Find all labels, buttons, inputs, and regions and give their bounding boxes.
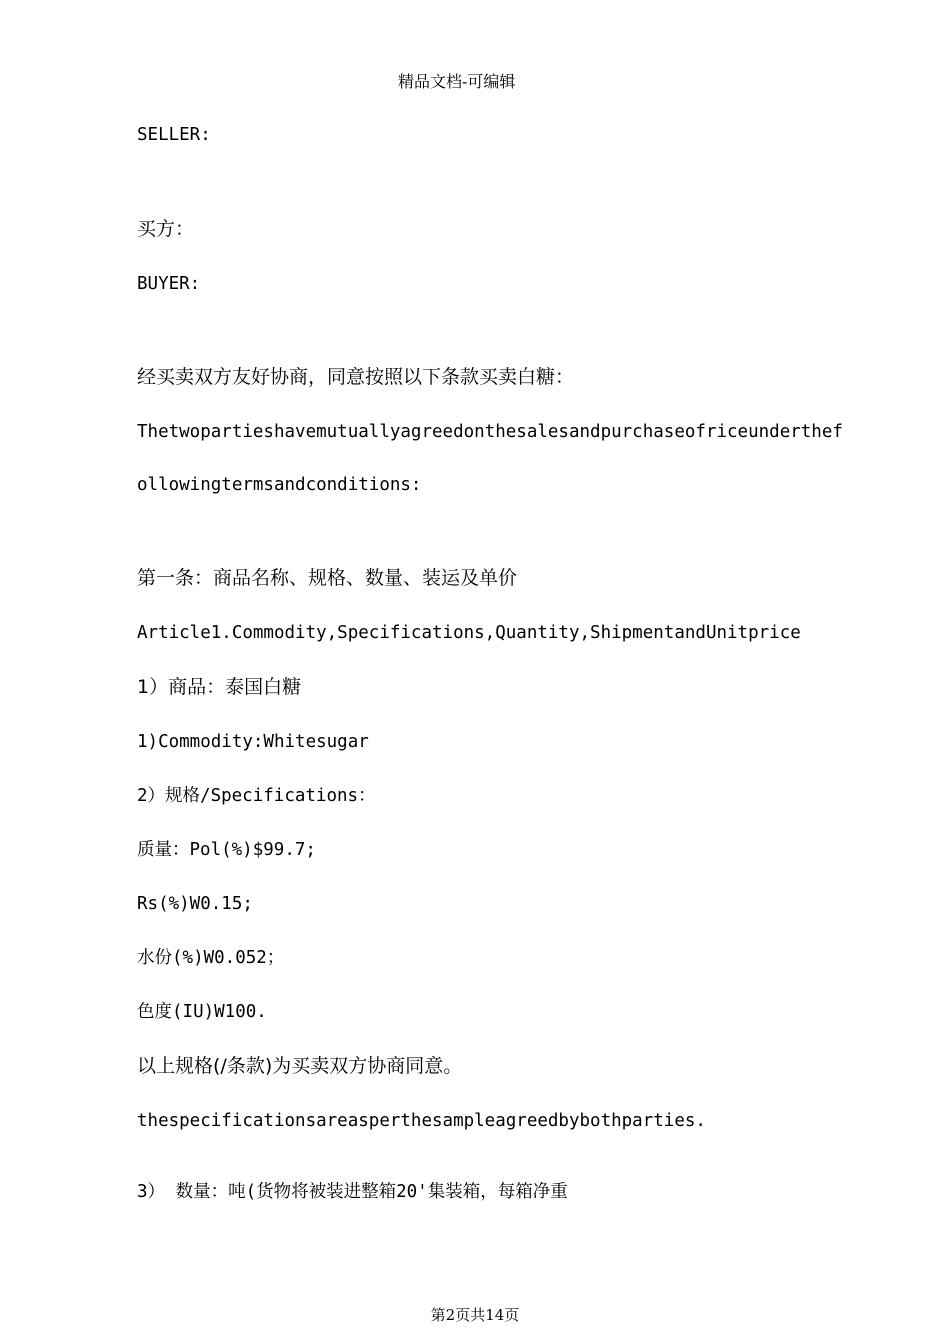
spec-rs: Rs(%)W0.15; [137, 894, 253, 914]
specifications-heading: 2）规格/Specifications： [137, 786, 376, 806]
article1-heading-en: Article1.Commodity,Specifications,Quantity,ShipmentandUnitprice [137, 623, 801, 643]
spec-agreement-cn: 以上规格(/条款)为买卖双方协商同意。 [137, 1055, 463, 1077]
spec-quality: 质量：Pol(%)$99.7; [137, 840, 316, 860]
spec-color: 色度(IU)W100. [137, 1002, 267, 1022]
page-footer: 第2页共14页 [430, 1306, 520, 1324]
spec-moisture: 水份(%)W0.052； [137, 948, 285, 968]
quantity-clause: 3） 数量：吨(货物将被装进整箱20'集装箱，每箱净重 [137, 1182, 568, 1202]
commodity-en: 1)Commodity:Whitesugar [137, 732, 369, 752]
buyer-label-cn: 买方： [137, 218, 195, 240]
agreement-intro-cn: 经买卖双方友好协商，同意按照以下条款买卖白糖： [137, 366, 575, 388]
agreement-intro-en-line2: ollowingtermsandconditions: [137, 475, 422, 495]
spec-agreement-en: thespecificationsareasperthesampleagreedbybothparties. [137, 1111, 706, 1131]
commodity-cn: 1）商品：泰国白糖 [137, 676, 302, 698]
seller-label: SELLER: [137, 125, 211, 145]
page-header: 精品文档-可编辑 [398, 72, 516, 91]
agreement-intro-en-line1: Thetwopartieshavemutuallyagreedonthesalesandpurchaseofriceunderthef [137, 422, 843, 442]
buyer-label: BUYER: [137, 274, 201, 294]
article1-heading-cn: 第一条：商品名称、规格、数量、装运及单价 [137, 567, 518, 589]
